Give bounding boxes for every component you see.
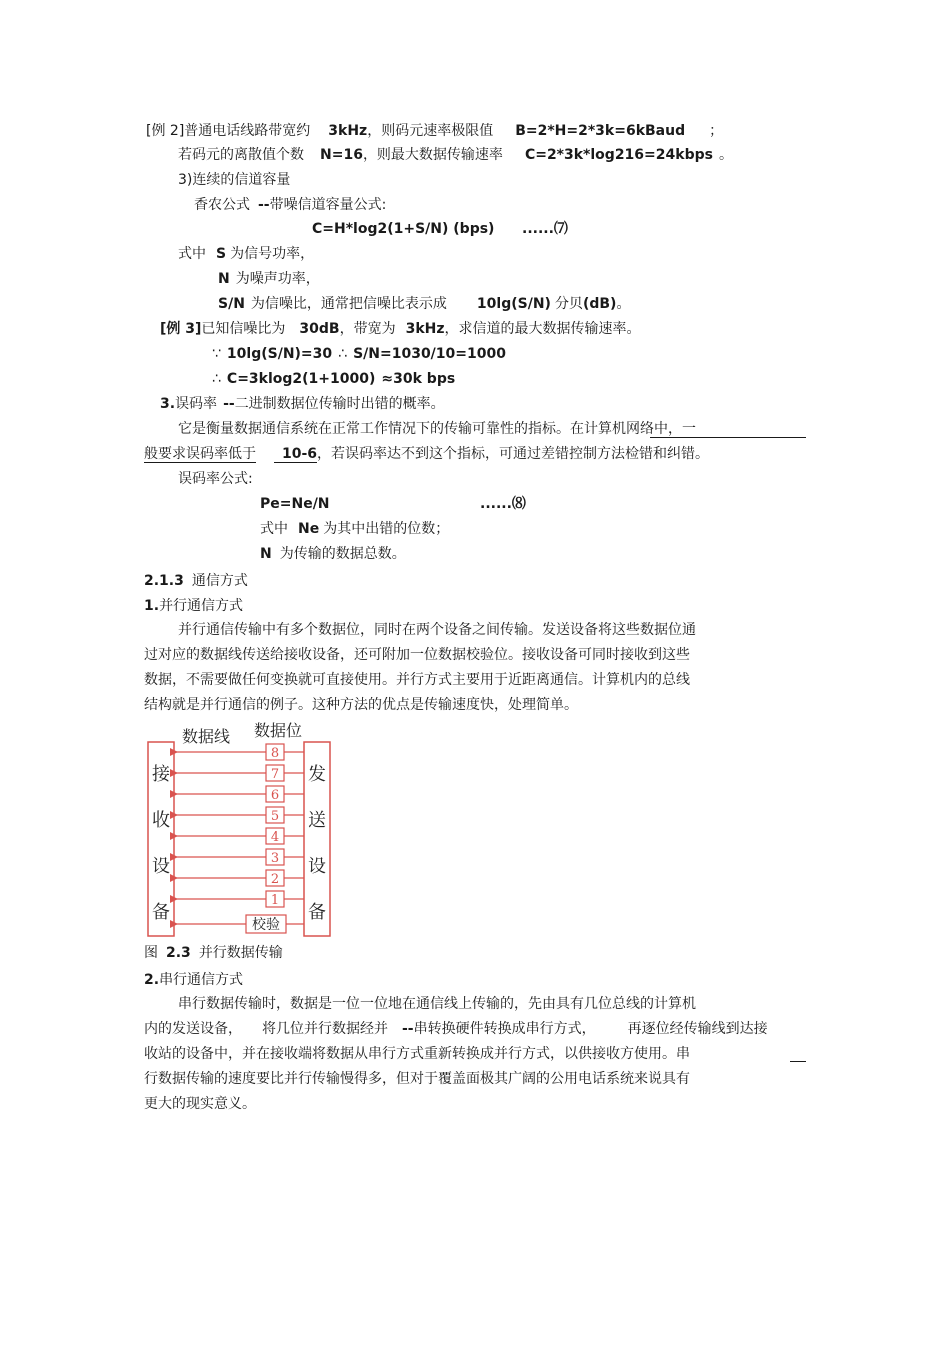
where-n: N 为噪声功率， bbox=[218, 271, 320, 287]
bit-row-7 bbox=[176, 765, 304, 782]
bit-rows bbox=[176, 744, 304, 908]
parallel-paragraph-line1: 并行通信传输中有多个数据位，同时在两个设备之间传输。发送设备将这些数据位通 bbox=[178, 622, 696, 638]
serial-paragraph-line2: 内的发送设备， 将几位并行数据经并 --串转换硬件转换成串行方式， 再逐位经传输线到达接 bbox=[144, 1021, 768, 1037]
formula-ref-7: ......⑺ bbox=[522, 221, 568, 237]
ber-formula: Pe=Ne/N bbox=[260, 496, 330, 512]
formula-ref-8: ......⑻ bbox=[480, 496, 526, 512]
sender-label bbox=[308, 764, 326, 923]
ber-paragraph-line1: 它是衡量数据通信系统在正常工作情况下的传输可靠性的指标。在计算机网络中，一 bbox=[178, 421, 696, 437]
serial-paragraph-line5: 更大的现实意义。 bbox=[144, 1096, 256, 1112]
ber-formula-label: 误码率公式: bbox=[178, 471, 253, 487]
subheading-parallel: 1.并行通信方式 bbox=[144, 598, 244, 614]
receiver-char-3: 备 bbox=[152, 902, 170, 923]
example3-line1: [例 3]已知信噪比为 30dB，带宽为 3kHz，求信道的最大数据传输速率。 bbox=[160, 321, 641, 337]
receiver-char-1: 收 bbox=[152, 810, 170, 831]
bit-number-3: 3 bbox=[270, 851, 280, 866]
capacity-heading: 3)连续的信道容量 bbox=[178, 172, 291, 188]
receiver-char-2: 设 bbox=[152, 856, 170, 877]
bit-row-6 bbox=[176, 786, 304, 803]
shannon-line: 香农公式 --带噪信道容量公式: bbox=[194, 197, 387, 213]
parallel-paragraph-line2: 过对应的数据线传送给接收设备，还可附加一位数据校验位。接收设备可同时接收到这些 bbox=[144, 647, 690, 663]
parallel-transmission-figure bbox=[146, 718, 336, 940]
serial-paragraph-line1: 串行数据传输时，数据是一位一位地在通信线上传输的，先由具有几位总线的计算机 bbox=[178, 996, 696, 1012]
where-s: 式中 S 为信号功率， bbox=[178, 246, 315, 262]
bit-number-1: 1 bbox=[270, 893, 280, 908]
sender-char-0: 发 bbox=[308, 764, 326, 785]
example3-line3: ∴ C=3klog2(1+1000) ≈30k bps bbox=[212, 371, 456, 387]
bit-number-6: 6 bbox=[270, 788, 280, 803]
example2-line2: 若码元的离散值个数 N=16，则最大数据传输速率 C=2*3k*log216=24kbps 。 bbox=[178, 147, 733, 163]
data-lines-label: 数据线 bbox=[182, 727, 231, 746]
parallel-paragraph-line3: 数据，不需要做任何变换就可直接使用。并行方式主要用于近距离通信。计算机内的总线 bbox=[144, 672, 690, 688]
bit-row-4 bbox=[176, 828, 304, 845]
receiver-label bbox=[152, 764, 171, 923]
sender-char-1: 送 bbox=[308, 810, 326, 831]
bit-number-8: 8 bbox=[270, 746, 280, 761]
sender-char-3: 备 bbox=[308, 902, 326, 923]
bit-row-5 bbox=[176, 807, 304, 824]
data-bits-label: 数据位 bbox=[254, 721, 303, 740]
receiver-char-0: 接 bbox=[152, 764, 170, 785]
underline-rule-2 bbox=[790, 1061, 806, 1062]
parity-label: 校验 bbox=[252, 917, 280, 933]
figure-caption: 图 2.3 并行数据传输 bbox=[144, 945, 283, 961]
serial-paragraph-line3: 收站的设备中，并在接收端将数据从串行方式重新转换成并行方式，以供接收方使用。串 bbox=[144, 1046, 690, 1062]
section-heading-213: 2.1.3 通信方式 bbox=[144, 573, 248, 589]
bit-number-4: 4 bbox=[270, 830, 280, 845]
shannon-formula: C=H*log2(1+S/N) (bps) bbox=[312, 221, 495, 237]
bit-row-8 bbox=[176, 744, 304, 761]
bit-row-1 bbox=[176, 891, 304, 908]
ber-heading: 3.误码率 --二进制数据位传输时出错的概率。 bbox=[160, 396, 445, 412]
bit-number-2: 2 bbox=[270, 872, 280, 887]
bit-row-2 bbox=[176, 870, 304, 887]
example2-line1: [例 2]普通电话线路带宽约 3kHz，则码元速率极限值 B=2*H=2*3k=6kBaud ； bbox=[146, 123, 724, 139]
example3-line2: ∵ 10lg(S/N)=30 ∴ S/N=1030/10=1000 bbox=[212, 346, 506, 362]
ber-paragraph-line2: 般要求误码率低于 10-6，若误码率达不到这个指标，可通过差错控制方法检错和纠错。 bbox=[144, 446, 710, 462]
serial-paragraph-line4: 行数据传输的速度要比并行传输慢得多，但对于覆盖面极其广阔的公用电话系统来说具有 bbox=[144, 1071, 690, 1087]
parity-row bbox=[176, 915, 304, 933]
underline-rule bbox=[650, 437, 806, 438]
bit-row-3 bbox=[176, 849, 304, 866]
sender-char-2: 设 bbox=[308, 856, 326, 877]
subheading-serial: 2.串行通信方式 bbox=[144, 972, 244, 988]
where-sn: S/N 为信噪比，通常把信噪比表示成 10lg(S/N) 分贝(dB)。 bbox=[218, 296, 631, 312]
bit-number-7: 7 bbox=[270, 767, 280, 782]
parallel-paragraph-line4: 结构就是并行通信的例子。这种方法的优点是传输速度快，处理简单。 bbox=[144, 697, 578, 713]
where-n-total: N 为传输的数据总数。 bbox=[260, 546, 406, 562]
where-ne: 式中 Ne 为其中出错的位数； bbox=[260, 521, 450, 537]
bit-number-5: 5 bbox=[270, 809, 280, 824]
